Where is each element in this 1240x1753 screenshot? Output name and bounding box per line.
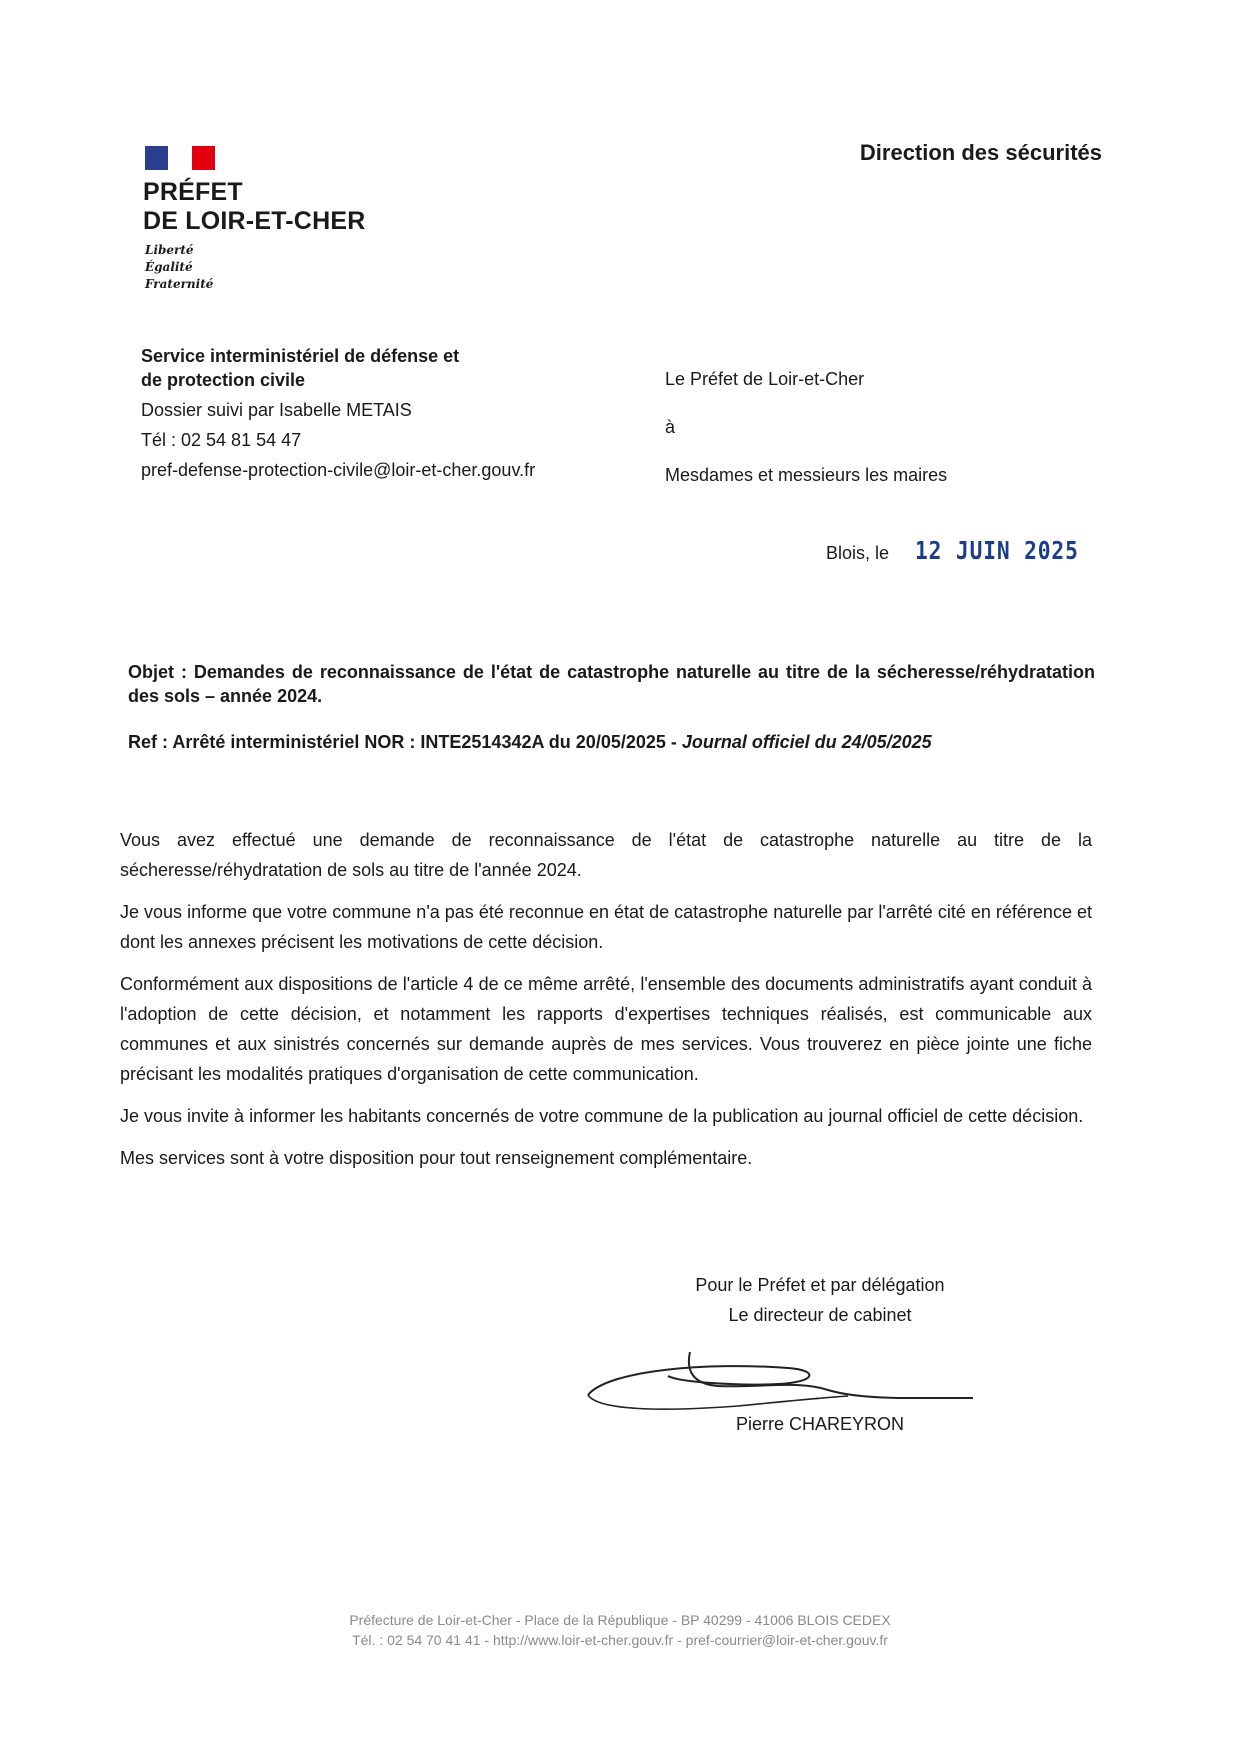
- letter-body: [120, 825, 1092, 1185]
- body-paragraph-1: Vous avez effectué une demande de reconnaissance de l'état de catastrophe naturelle au titre de la sécheresse/réhydratation de sols au titre de l'année 2024.: [120, 830, 1092, 880]
- body-paragraph-4: Je vous invite à informer les habitants concernés de votre commune de la publication au journal officiel de cette décision.: [120, 1106, 1084, 1126]
- flag-red-band: [192, 146, 215, 170]
- motto-egalite: Égalité: [145, 260, 193, 274]
- contact-email: pref-defense-protection-civile@loir-et-cher.gouv.fr: [141, 460, 536, 480]
- signature-delegation: Pour le Préfet et par délégation: [695, 1275, 945, 1295]
- reference-journal: Journal officiel du 24/05/2025: [681, 732, 932, 752]
- subject-objet: Objet : Demandes de reconnaissance de l'état de catastrophe naturelle au titre de la sécheresse/réhydratation des sols – année 2024.: [128, 662, 1095, 706]
- signature-block: [560, 1270, 1080, 1330]
- signature-title: Le directeur de cabinet: [728, 1305, 912, 1325]
- date-place: Blois, le: [826, 543, 890, 563]
- flag-blue-band: [145, 146, 168, 170]
- direction-heading: Direction des sécurités: [859, 140, 1102, 165]
- motto-fraternite: Fraternité: [145, 277, 214, 291]
- footer-contacts: Tél. : 02 54 70 41 41 - http://www.loir-et-cher.gouv.fr - pref-courrier@loir-et-cher.gouv.fr: [352, 1632, 888, 1648]
- prefecture-title: [143, 178, 365, 236]
- reference-text: Ref : Arrêté interministériel NOR : INTE2514342A du 20/05/2025 -: [128, 732, 682, 752]
- footer-address: Préfecture de Loir-et-Cher - Place de la République - BP 40299 - 41006 BLOIS CEDEX: [349, 1612, 891, 1628]
- date-stamp: 12 JUIN 2025: [915, 536, 1079, 565]
- flag-white-band: [168, 146, 192, 170]
- prefecture-title-line1: PRÉFET: [143, 178, 243, 206]
- recipient-from: Le Préfet de Loir-et-Cher: [665, 369, 865, 389]
- prefecture-title-line2: DE LOIR-ET-CHER: [143, 207, 366, 235]
- republic-motto: [145, 242, 213, 293]
- date-line: [826, 536, 1108, 565]
- phone-number: Tél : 02 54 81 54 47: [141, 430, 302, 450]
- service-name-line2: de protection civile: [141, 370, 306, 390]
- recipient-to: Mesdames et messieurs les maires: [665, 465, 948, 485]
- recipient-to-word: à: [665, 417, 676, 437]
- service-name-line1: Service interministériel de défense et: [141, 346, 460, 366]
- body-paragraph-5: Mes services sont à votre disposition pour tout renseignement complémentaire.: [120, 1148, 753, 1168]
- dossier-contact: Dossier suivi par Isabelle METAIS: [141, 400, 412, 420]
- page-footer: [0, 1610, 1240, 1650]
- sender-block: [141, 344, 535, 482]
- body-paragraph-2: Je vous informe que votre commune n'a pas été reconnue en état de catastrophe naturelle par l'arrêté cité en référence et dont les annexes précisent les motivations de cette décision.: [120, 902, 1092, 952]
- subject-reference: [128, 732, 932, 753]
- motto-liberte: Liberté: [145, 243, 194, 257]
- body-paragraph-3: Conformément aux dispositions de l'article 4 de ce même arrêté, l'ensemble des documents administratifs ayant conduit à l'adoption de cette décision, et notamment les rapports d'expertises techniques réalisés, est communicable aux communes et aux sinistrés concernés sur demande auprès de mes services. Vous trouverez en pièce jointe une fiche précisant les modalités pratiques d'organisation de cette communication.: [120, 974, 1092, 1084]
- signer-name: Pierre CHAREYRON: [735, 1414, 905, 1434]
- handwritten-signature: [578, 1340, 978, 1420]
- french-flag-logo: [145, 146, 215, 170]
